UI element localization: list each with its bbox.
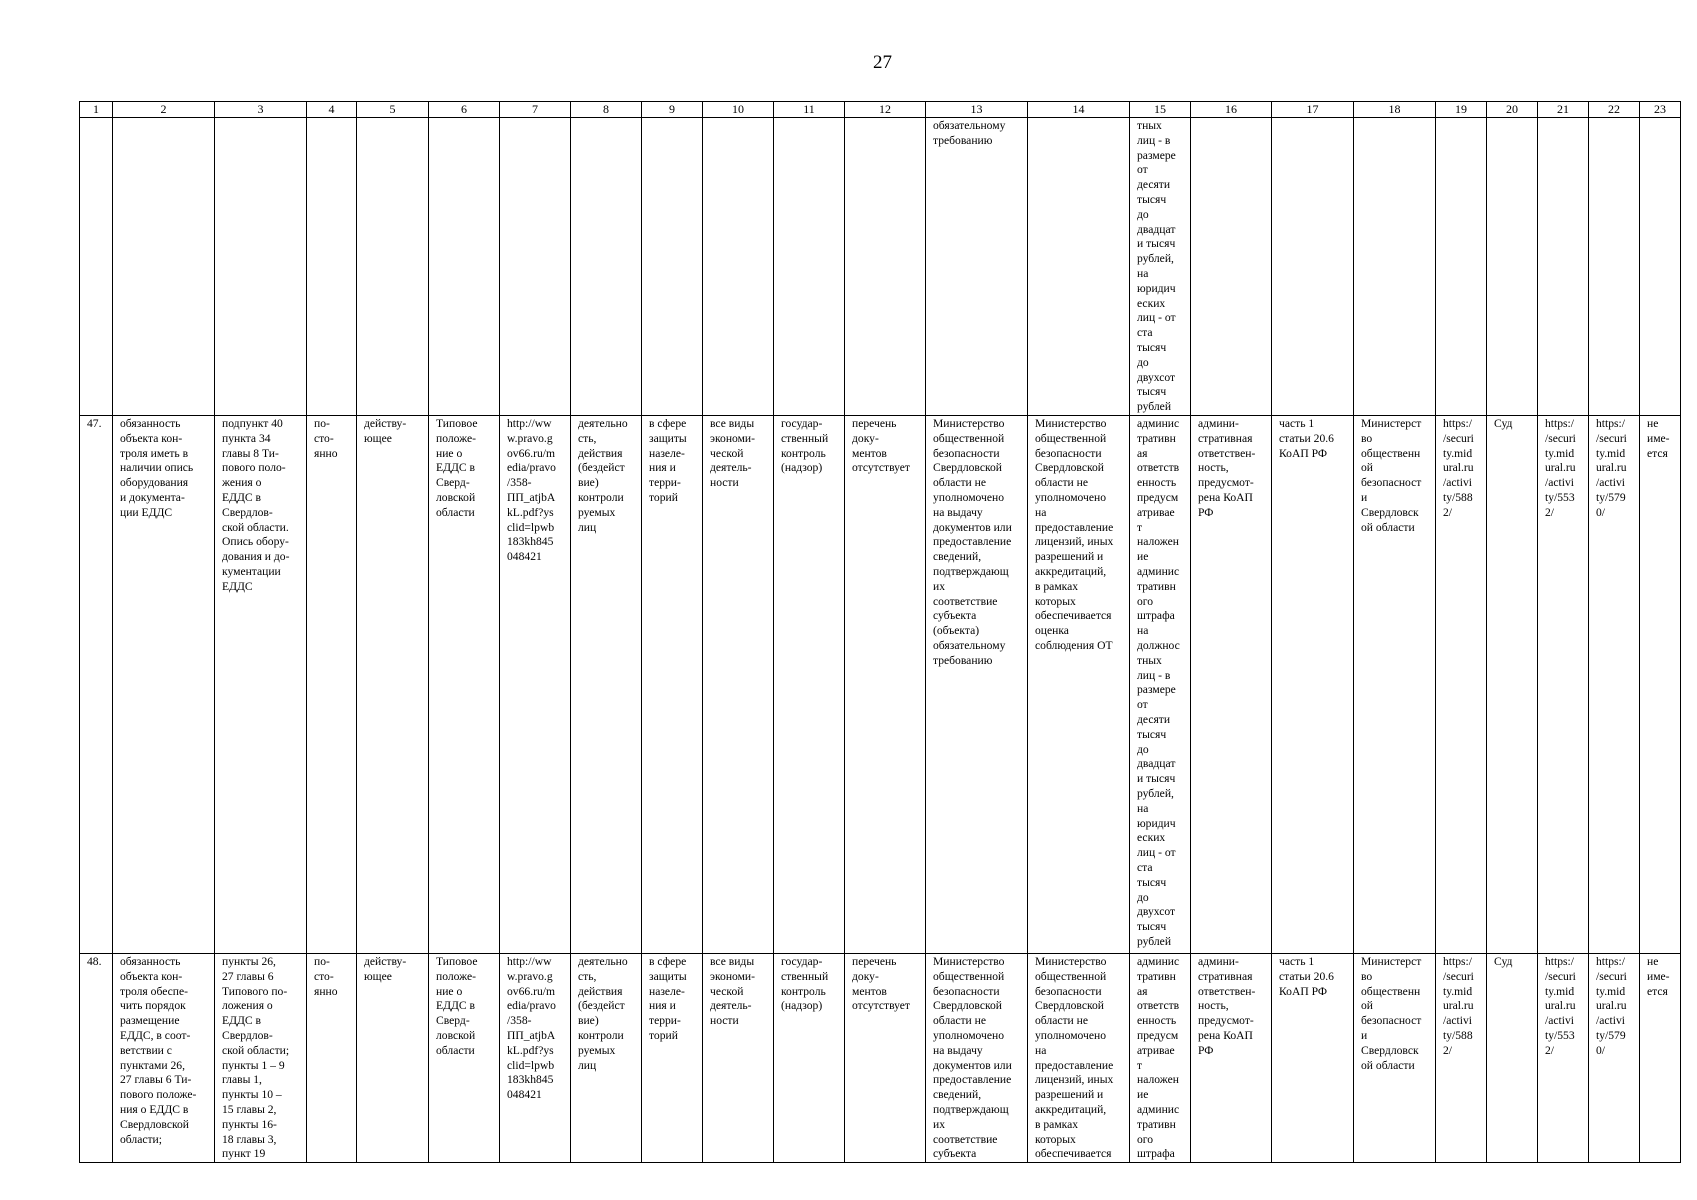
table-row bbox=[80, 416, 1681, 954]
table-cell bbox=[1354, 118, 1436, 416]
table-cell: https:/ /securi ty.mid ural.ru /activi ty/579 0/ bbox=[1589, 954, 1640, 1163]
table-cell: в сфере защиты назеле- ния и терри- торий bbox=[642, 416, 703, 954]
table-cell bbox=[1538, 118, 1589, 416]
column-number: 14 bbox=[1028, 102, 1130, 118]
table-cell: в сфере защиты назеле- ния и терри- торий bbox=[642, 954, 703, 1163]
table-cell: https:/ /securi ty.mid ural.ru /activi ty/588 2/ bbox=[1436, 954, 1487, 1163]
table-cell bbox=[1191, 118, 1272, 416]
table-cell bbox=[571, 118, 642, 416]
column-number: 3 bbox=[215, 102, 307, 118]
column-number: 17 bbox=[1272, 102, 1354, 118]
column-number: 21 bbox=[1538, 102, 1589, 118]
table-cell: часть 1 статьи 20.6 КоАП РФ bbox=[1272, 416, 1354, 954]
table-row bbox=[80, 954, 1681, 1163]
table-cell bbox=[357, 118, 429, 416]
table-cell: пункты 26, 27 главы 6 Типового по- ложения о ЕДДС в Свердлов- ской области; пункты 1 – 9 главы 1, пункты 10 – 15 главы 2, пункты 16- 18 главы 3, пункт 19 bbox=[215, 954, 307, 1163]
column-number: 19 bbox=[1436, 102, 1487, 118]
table-cell: Типовое положе- ние о ЕДДС в Сверд- ловской области bbox=[429, 954, 500, 1163]
column-number: 8 bbox=[571, 102, 642, 118]
table-cell: не име- ется bbox=[1640, 416, 1681, 954]
column-number: 11 bbox=[774, 102, 845, 118]
column-number: 15 bbox=[1130, 102, 1191, 118]
column-number: 20 bbox=[1487, 102, 1538, 118]
column-number: 22 bbox=[1589, 102, 1640, 118]
table-cell: https:/ /securi ty.mid ural.ru /activi ty/588 2/ bbox=[1436, 416, 1487, 954]
table-cell: обязанность объекта кон- троля обеспе- чить порядок размещение ЕДДС, в соот- ветствии с пунктами 26, 27 главы 6 Ти- пового положе- ния о ЕДДС в Свердловской области; bbox=[113, 954, 215, 1163]
column-number: 13 bbox=[926, 102, 1028, 118]
column-number-row bbox=[80, 102, 1681, 118]
table-cell: Министерство общественной безопасности Свердловской области не уполномочено на предоставление лицензий, иных разрешений и аккредитаций, в рамках которых обеспечивается bbox=[1028, 954, 1130, 1163]
table-cell: Суд bbox=[1487, 954, 1538, 1163]
table-cell: часть 1 статьи 20.6 КоАП РФ bbox=[1272, 954, 1354, 1163]
table-cell: Министерство общественной безопасности Свердловской области не уполномочено на предоставление лицензий, иных разрешений и аккредитаций, в рамках которых обеспечивается оценка соблюдения ОТ bbox=[1028, 416, 1130, 954]
table-cell: Министерст во общественн ой безопасност и Свердловск ой области bbox=[1354, 416, 1436, 954]
column-number: 5 bbox=[357, 102, 429, 118]
table-cell bbox=[1487, 118, 1538, 416]
table-cell: http://ww w.pravo.g ov66.ru/m edia/pravo /358- ПП_atjbA kL.pdf?ys clid=lpwb 183kh845 048421 bbox=[500, 954, 571, 1163]
table-cell: 47. bbox=[80, 416, 113, 954]
column-number: 16 bbox=[1191, 102, 1272, 118]
table-cell bbox=[642, 118, 703, 416]
table-cell bbox=[215, 118, 307, 416]
requirements-table bbox=[79, 101, 1681, 1163]
table-cell bbox=[1589, 118, 1640, 416]
table-cell bbox=[774, 118, 845, 416]
table-row bbox=[80, 118, 1681, 416]
column-number: 23 bbox=[1640, 102, 1681, 118]
column-number: 9 bbox=[642, 102, 703, 118]
table-cell bbox=[500, 118, 571, 416]
table-cell: деятельно сть, действия (бездейст вие) контроли руемых лиц bbox=[571, 954, 642, 1163]
table-cell: подпункт 40 пункта 34 главы 8 Ти- пового поло- жения о ЕДДС в Свердлов- ской области. Опись обору- дования и до- кументации ЕДДС bbox=[215, 416, 307, 954]
table-cell: Суд bbox=[1487, 416, 1538, 954]
table-cell: обязанность объекта кон- троля иметь в наличии опись оборудования и документа- ции ЕДДС bbox=[113, 416, 215, 954]
table-cell: админи- стративная ответствен- ность, предусмот- рена КоАП РФ bbox=[1191, 416, 1272, 954]
table-cell: по- сто- янно bbox=[307, 954, 357, 1163]
table-cell: Министерст во общественн ой безопасност и Свердловск ой области bbox=[1354, 954, 1436, 1163]
table-cell: все виды экономи- ческой деятель- ности bbox=[703, 416, 774, 954]
column-number: 10 bbox=[703, 102, 774, 118]
table-cell: тных лиц - в размере от десяти тысяч до двадцат и тысяч рублей, на юридич еских лиц - от ста тысяч до двухсот тысяч рублей bbox=[1130, 118, 1191, 416]
table-cell: админи- стративная ответствен- ность, предусмот- рена КоАП РФ bbox=[1191, 954, 1272, 1163]
column-number: 6 bbox=[429, 102, 500, 118]
table-cell: Министерство общественной безопасности Свердловской области не уполномочено на выдачу документов или предоставление сведений, подтверждающ их соответствие субъекта bbox=[926, 954, 1028, 1163]
table-cell: 48. bbox=[80, 954, 113, 1163]
column-number: 7 bbox=[500, 102, 571, 118]
column-number: 2 bbox=[113, 102, 215, 118]
table-cell: Министерство общественной безопасности Свердловской области не уполномочено на выдачу документов или предоставление сведений, подтверждающ их соответствие субъекта (объекта) обязательному требованию bbox=[926, 416, 1028, 954]
table-cell bbox=[703, 118, 774, 416]
table-cell: обязательному требованию bbox=[926, 118, 1028, 416]
table-cell: деятельно сть, действия (бездейст вие) контроли руемых лиц bbox=[571, 416, 642, 954]
table-cell: Типовое положе- ние о ЕДДС в Сверд- ловской области bbox=[429, 416, 500, 954]
column-number: 18 bbox=[1354, 102, 1436, 118]
table-cell bbox=[113, 118, 215, 416]
page-number: 27 bbox=[873, 52, 892, 73]
table-cell: действу- ющее bbox=[357, 954, 429, 1163]
table-cell: все виды экономи- ческой деятель- ности bbox=[703, 954, 774, 1163]
table-cell bbox=[429, 118, 500, 416]
table-cell: http://ww w.pravo.g ov66.ru/m edia/pravo /358- ПП_atjbA kL.pdf?ys clid=lpwb 183kh845 048421 bbox=[500, 416, 571, 954]
table-cell: https:/ /securi ty.mid ural.ru /activi ty/553 2/ bbox=[1538, 954, 1589, 1163]
table-cell: действу- ющее bbox=[357, 416, 429, 954]
table-cell: админис тративн ая ответств енность предусм атривае т наложен ие админис тративн ого штрафа на должнос тных лиц - в размере от десяти тысяч до двадцат и тысяч рублей, на юридич еских лиц - от ста тысяч до двухсот тысяч рублей bbox=[1130, 416, 1191, 954]
table-cell: не име- ется bbox=[1640, 954, 1681, 1163]
table-cell bbox=[1272, 118, 1354, 416]
table-cell: по- сто- янно bbox=[307, 416, 357, 954]
table-cell bbox=[1028, 118, 1130, 416]
table-cell bbox=[1436, 118, 1487, 416]
table-cell bbox=[80, 118, 113, 416]
table-cell: государ- ственный контроль (надзор) bbox=[774, 416, 845, 954]
column-number: 4 bbox=[307, 102, 357, 118]
column-number: 12 bbox=[845, 102, 926, 118]
table-cell: админис тративн ая ответств енность предусм атривае т наложен ие админис тративн ого штрафа bbox=[1130, 954, 1191, 1163]
column-number: 1 bbox=[80, 102, 113, 118]
table-cell bbox=[307, 118, 357, 416]
table-cell bbox=[1640, 118, 1681, 416]
table-cell: https:/ /securi ty.mid ural.ru /activi ty/553 2/ bbox=[1538, 416, 1589, 954]
table-cell: https:/ /securi ty.mid ural.ru /activi ty/579 0/ bbox=[1589, 416, 1640, 954]
table-cell: перечень доку- ментов отсутствует bbox=[845, 416, 926, 954]
table-cell: государ- ственный контроль (надзор) bbox=[774, 954, 845, 1163]
table-cell: перечень доку- ментов отсутствует bbox=[845, 954, 926, 1163]
table-cell bbox=[845, 118, 926, 416]
